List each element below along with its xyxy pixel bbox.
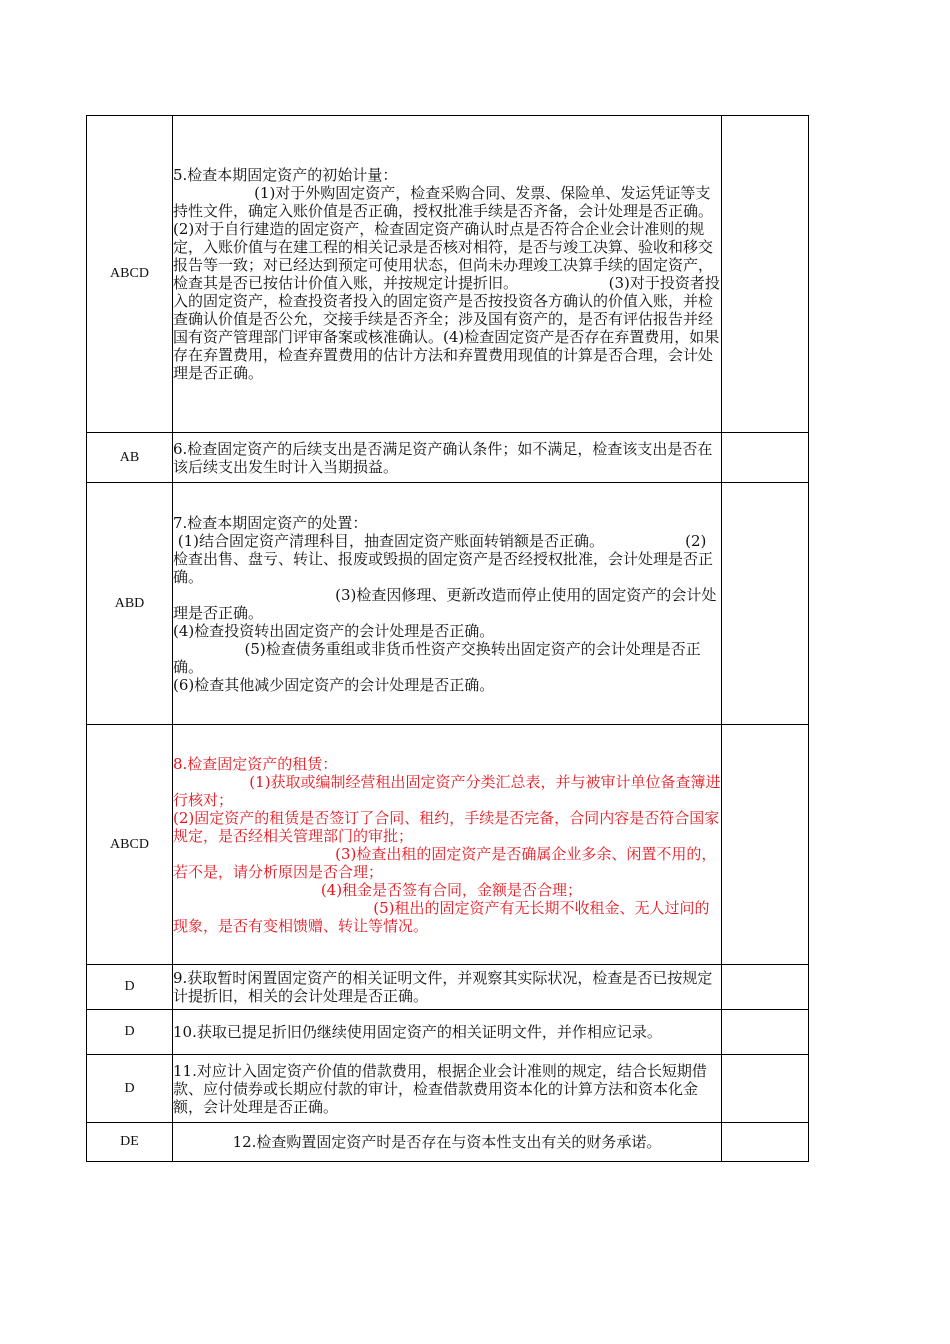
procedure-text-highlighted: 8.检查固定资产的租赁： (1)获取或编制经营租出固定资产分类汇总表，并与被审计单位备查簿进行核对； (2)固定资产的租赁是否签订了合同、租约，手续是否完备，合同内容是否符合国家规定，是否经相关管理部门的审批； (3)检查出租的固定资产是否确属企业多余、闲置不用的，若不是，请分析原因是否合理； (4)租金是否签有合同，金额是否合理； (5)租出的固定资产有无长期不收租金、无人过问的现象，是否有变相馈赠、转让等情况。 [173,725,722,965]
assertion-code: D [87,965,173,1010]
assertion-code: ABCD [87,116,173,433]
procedure-text: 10.获取已提足折旧仍继续使用固定资产的相关证明文件，并作相应记录。 [173,1010,722,1055]
reference-cell[interactable] [722,1010,809,1055]
assertion-code: D [87,1010,173,1055]
table-row [87,433,809,483]
procedure-text: 11.对应计入固定资产价值的借款费用，根据企业会计准则的规定，结合长短期借款、应付债券或长期应付款的审计，检查借款费用资本化的计算方法和资本化金额，会计处理是否正确。 [173,1055,722,1123]
procedure-text: 5.检查本期固定资产的初始计量： (1)对于外购固定资产，检查采购合同、发票、保险单、发运凭证等支持性文件，确定入账价值是否正确，授权批准手续是否齐备，会计处理是否正确。(2)对于自行建造的固定资产，检查固定资产确认时点是否符合企业会计准则的规定，入账价值与在建工程的相关记录是否核对相符，是否与竣工决算、验收和移交报告等一致；对已经达到预定可使用状态，但尚未办理竣工决算手续的固定资产，检查其是否已按估计价值入账，并按规定计提折旧。 (3)对于投资者投入的固定资产，检查投资者投入的固定资产是否按投资各方确认的价值入账，并检查确认价值是否公允，交接手续是否齐全；涉及国有资产的，是否有评估报告并经国有资产管理部门评审备案或核准确认。(4)检查固定资产是否存在弃置费用，如果存在弃置费用，检查弃置费用的估计方法和弃置费用现值的计算是否合理，会计处理是否正确。 [173,116,722,433]
reference-cell[interactable] [722,725,809,965]
assertion-code: D [87,1055,173,1123]
reference-cell[interactable] [722,1055,809,1123]
table-row [87,965,809,1010]
assertion-code: ABCD [87,725,173,965]
reference-cell[interactable] [722,433,809,483]
table-row [87,483,809,725]
table-row [87,1055,809,1123]
procedure-text: 6.检查固定资产的后续支出是否满足资产确认条件；如不满足，检查该支出是否在该后续支出发生时计入当期损益。 [173,433,722,483]
procedure-text: 9.获取暂时闲置固定资产的相关证明文件，并观察其实际状况，检查是否已按规定计提折旧，相关的会计处理是否正确。 [173,965,722,1010]
table-row [87,1010,809,1055]
procedure-table [86,115,809,1162]
procedure-text: 12.检查购置固定资产时是否存在与资本性支出有关的财务承诺。 [173,1123,722,1162]
table-row [87,725,809,965]
assertion-code: DE [87,1123,173,1162]
assertion-code: AB [87,433,173,483]
procedure-text: 7.检查本期固定资产的处置： (1)结合固定资产清理科目，抽查固定资产账面转销额是否正确。 (2)检查出售、盘亏、转让、报废或毁损的固定资产是否经授权批准，会计处理是否正确。 (3)检查因修理、更新改造而停止使用的固定资产的会计处理是否正确。 (4)检查投资转出固定资产的会计处理是否正确。 (5)检查债务重组或非货币性资产交换转出固定资产的会计处理是否正确。 (6)检查其他减少固定资产的会计处理是否正确。 [173,483,722,725]
assertion-code: ABD [87,483,173,725]
reference-cell[interactable] [722,116,809,433]
reference-cell[interactable] [722,965,809,1010]
table-row [87,116,809,433]
reference-cell[interactable] [722,483,809,725]
table-row [87,1123,809,1162]
reference-cell[interactable] [722,1123,809,1162]
